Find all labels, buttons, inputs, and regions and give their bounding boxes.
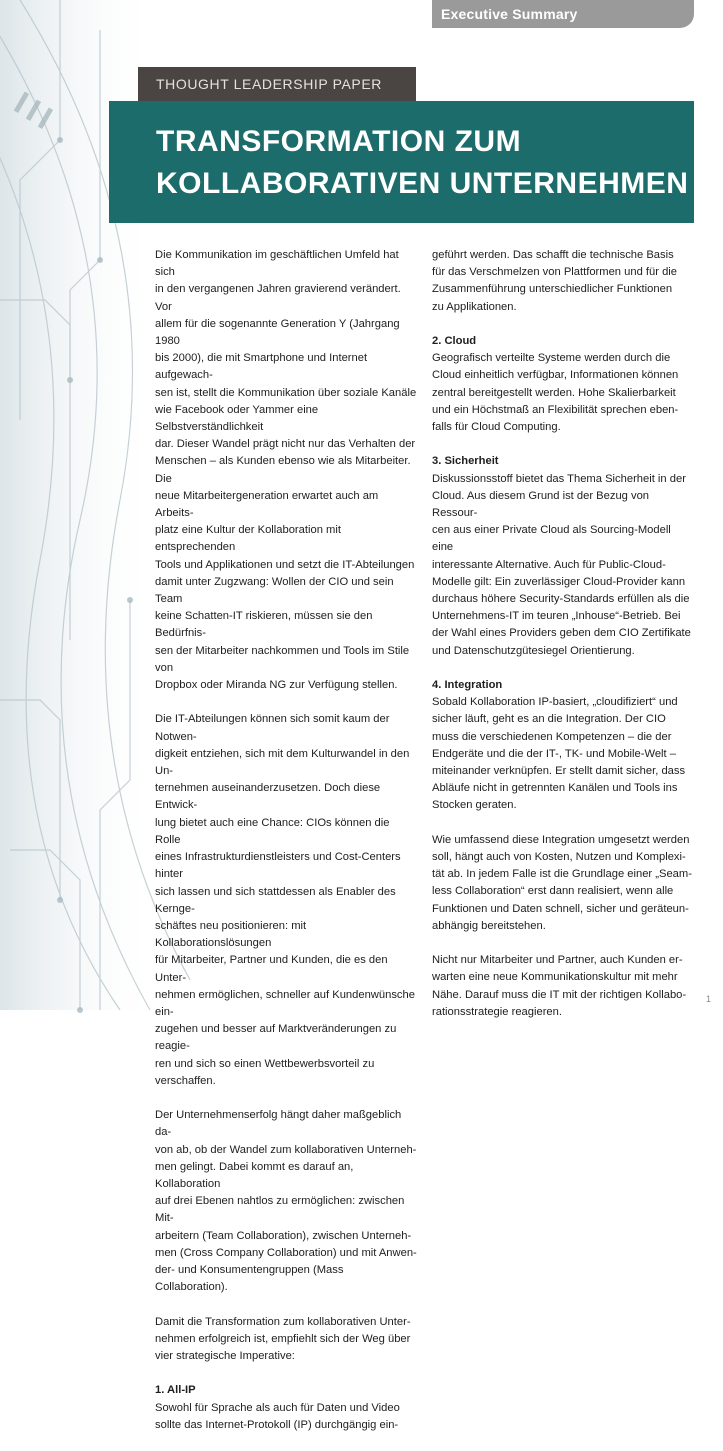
paragraph: Damit die Transformation zum kollaborativen Unter- nehmen erfolgreich ist, empfiehlt sich der Weg über vier strategische Imperative: (155, 1315, 411, 1362)
section-tab: Executive Summary (432, 0, 694, 28)
section-heading: 2. Cloud (432, 335, 477, 347)
paragraph: Wie umfassend diese Integration umgesetzt werden soll, hängt auch von Kosten, Nutzen und Komplexi- tät ab. In jedem Falle ist die Grundlage einer „Seam- less Collaboration“ erst dann realisiert, wenn alle Funktionen und Daten schnell, sicher und geräteun- abhängig bereitstehen. (432, 833, 692, 932)
title-line-2: KOLLABORATIVEN UNTERNEHMEN (156, 167, 689, 200)
paragraph: Die Kommunikation im geschäftlichen Umfeld hat sich in den vergangenen Jahren gravierend verändert. Vor allem für die sogenannte Generation Y (Jahrgang 1980 bis 2000), die mit Smartphone und Internet aufgewach- sen ist, stellt die Kommunikation über soziale Kanäle wie Facebook oder Yammer eine Selbstverständlichkeit dar. Dieser Wandel prägt nicht nur das Verhalten der Menschen – als Kunden ebenso wie als Mitarbeiter. Die neue Mitarbeitergeneration erwartet auch am Arbeits- platz eine Kultur der Kollaboration mit entsprechenden Tools und Applikationen und setzt die IT-Abteilungen damit unter Zugzwang: Wollen der CIO und sein Team keine Schatten-IT riskieren, müssen sie den Bedürfnis- sen der Mitarbeiter nachkommen und Tools im Stile von Dropbox oder Miranda NG zur Verfügung stellen. (155, 249, 417, 692)
paragraph: Sobald Kollaboration IP-basiert, „cloudifiziert“ und sicher läuft, geht es an die Integration. Der CIO muss die verschiedenen Kompetenzen – die der Endgeräte und die der IT-, TK- und Mobile-Welt – miteinander verknüpfen. Er stellt damit sicher, dass Abläufe nicht in getrennten Kanälen und Tools ins Stocken geraten. (432, 696, 686, 812)
paragraph: Der Unternehmenserfolg hängt daher maßgeblich da- von ab, ob der Wandel zum kollaborativen Unterneh- men gelingt. Dabei kommt es darauf an, Kollaboration auf drei Ebenen nahtlos zu ermöglichen: zwischen Mit- arbeitern (Team Collaboration), zwischen Unterneh- men (Cross Company Collaboration) und mit Anwen- der- und Konsumentengruppen (Mass Collaboration). (155, 1109, 417, 1294)
paragraph: Nicht nur Mitarbeiter und Partner, auch Kunden er- warten eine neue Kommunikationskultur mit mehr Nähe. Darauf muss die IT mit der richtigen Kollabo- rationsstrategie reagieren. (432, 954, 687, 1018)
title-band (109, 101, 694, 223)
kicker-label: THOUGHT LEADERSHIP PAPER (138, 67, 416, 101)
title-line-1: TRANSFORMATION ZUM (156, 125, 522, 158)
paragraph: Geografisch verteilte Systeme werden durch die Cloud einheitlich verfügbar, Informationen können zentral bereitgestellt werden. Hohe Skalierbarkeit und ein Höchstmaß an Flexibilität sprechen eben- falls für Cloud Computing. (432, 352, 679, 434)
paragraph: Die IT-Abteilungen können sich somit kaum der Notwen- digkeit entziehen, sich mit dem Kulturwandel in den Un- ternehmen auseinanderzusetzen. Doch diese Entwick- lung bietet auch eine Chance: CIOs können die Rolle eines Infrastrukturdienstleisters und Cost-Centers hinter sich lassen und sich stattdessen als Enabler des Kernge- schäftes neu positionieren: mit Kollaborationslösungen für Mitarbeiter, Partner und Kunden, die es den Unter- nehmen ermöglichen, schneller auf Kundenwünsche ein- zugehen und besser auf Marktveränderungen zu reagie- ren und sich so einen Wettbewerbsvorteil zu verschaffen. (155, 713, 415, 1087)
section-heading: 3. Sicherheit (432, 455, 499, 468)
section-heading: 1. All-IP (155, 1384, 196, 1397)
paragraph: Diskussionsstoff bietet das Thema Sicherheit in der Cloud. Aus diesem Grund ist der Bezug von Ressour- cen aus einer Private Cloud als Sourcing-Modell eine interessante Alternative. Auch für Public-Cloud- Modelle gilt: Ein zuverlässiger Cloud-Provider kann durchaus höhere Security-Standards erfüllen als die Unternehmens-IT im teuren „Inhouse“-Betrieb. Bei der Wahl eines Providers geben dem CIO Zertifikate und Datenschutzgütesiegel Orientierung. (432, 472, 691, 657)
page-number: 1 (706, 994, 712, 1004)
right-column (432, 247, 694, 1038)
section-heading: 4. Integration (432, 679, 503, 692)
left-column (155, 247, 418, 1451)
paragraph: geführt werden. Das schafft die technische Basis für das Verschmelzen von Plattformen und für die Zusammenführung unterschiedlicher Funktionen zu Applikationen. (432, 249, 678, 313)
page-title (156, 121, 696, 205)
paragraph: Sowohl für Sprache als auch für Daten und Video sollte das Internet-Protokoll (IP) durchgängig ein- (155, 1401, 400, 1431)
